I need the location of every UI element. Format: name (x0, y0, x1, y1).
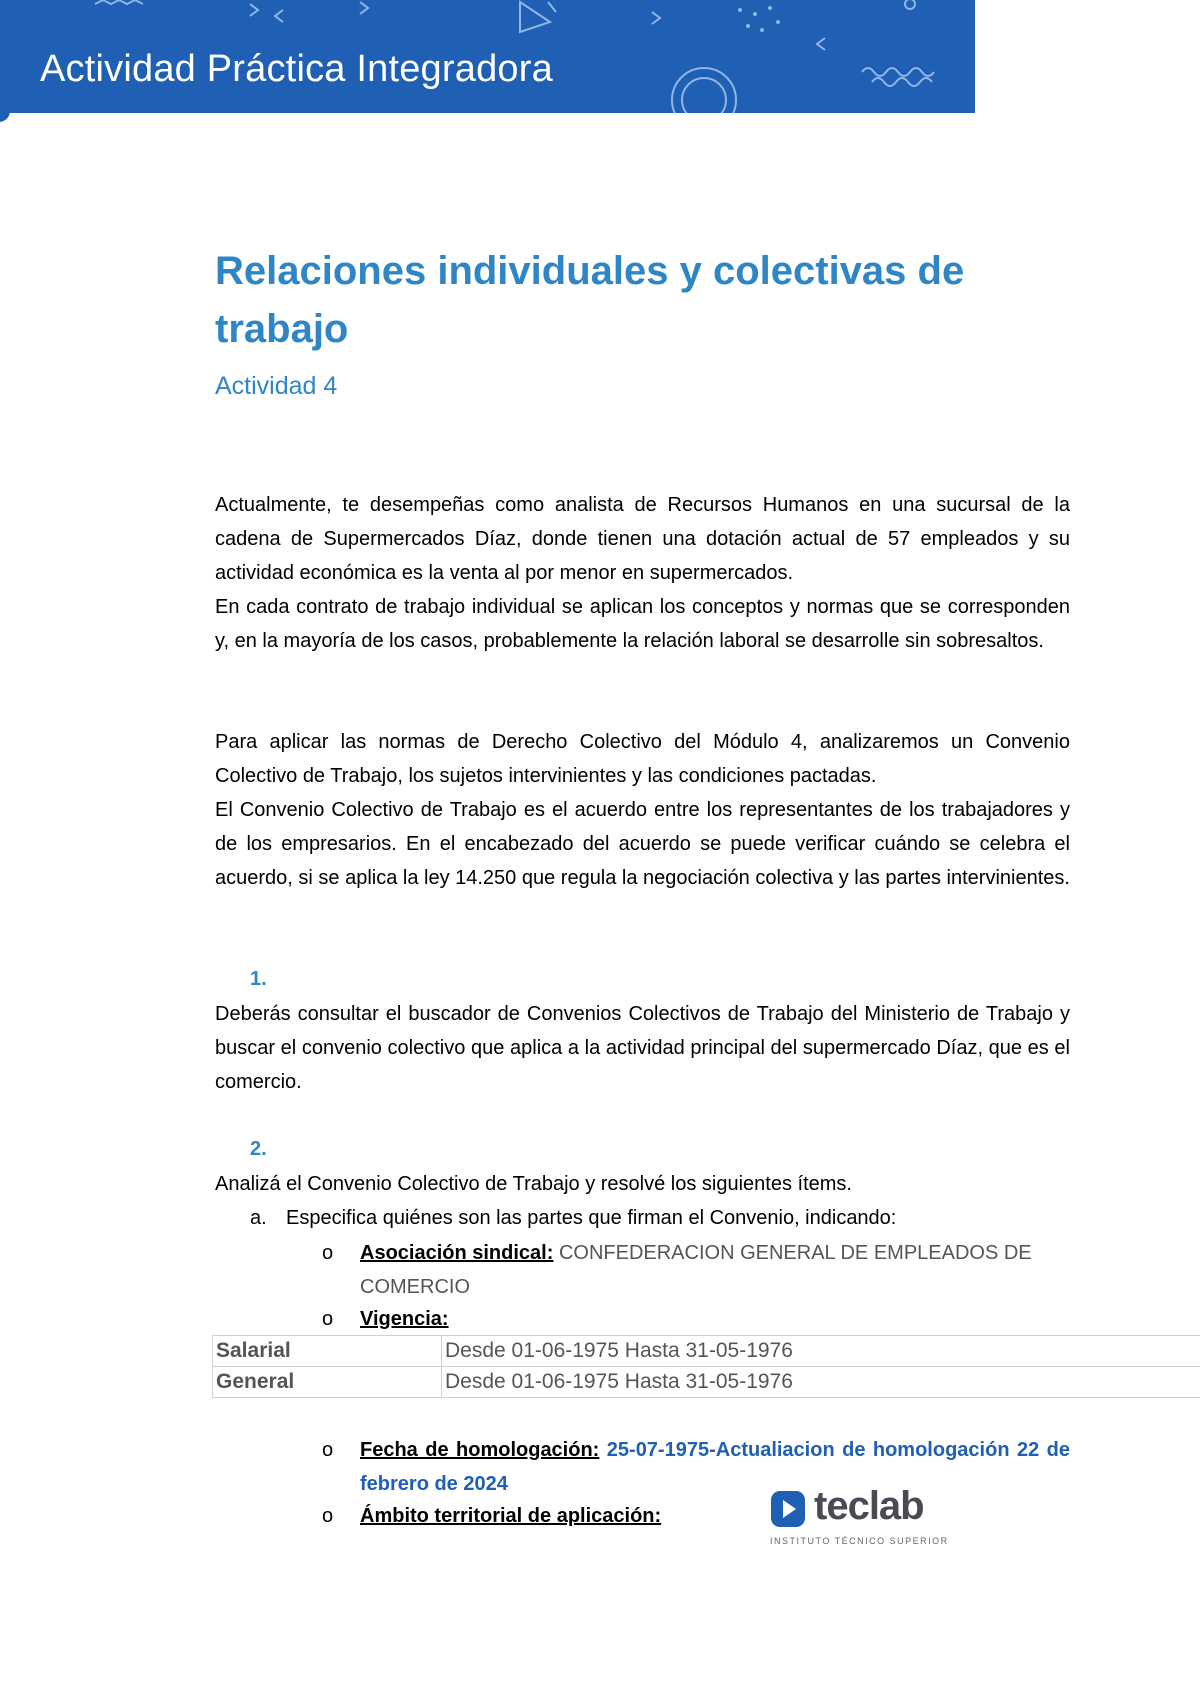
bullet-mark: o (322, 1505, 334, 1527)
bullet-mark: o (322, 1242, 334, 1264)
vigencia-label: Vigencia: (360, 1308, 449, 1330)
play-icon (770, 1490, 806, 1528)
bullet-ambito (322, 1499, 1070, 1533)
bullet-mark: o (322, 1439, 334, 1461)
item-a-text: Especifica quiénes son las partes que firman el Convenio, indicando: (286, 1207, 897, 1229)
logo-tagline: INSTITUTO TÉCNICO SUPERIOR (770, 1536, 949, 1546)
item-a (250, 1201, 896, 1235)
header-banner (0, 0, 975, 113)
document-subtitle: Actividad 4 (215, 372, 338, 400)
intro-paragraph-1: Actualmente, te desempeñas como analista de Recursos Humanos en una sucursal de la cadena de Supermercados Díaz, donde tienen una dotación actual de 57 empleados y su actividad económica es la venta al por menor en supermercados. (215, 494, 1070, 584)
homologacion-value: 25-07-1975-Actualiacion de homologación 22 de febrero de 2024 (360, 1439, 1070, 1495)
section-1-number: 1. (250, 968, 267, 990)
section-1-text: Deberás consultar el buscador de Convenios Colectivos de Trabajo del Ministerio de Trabajo y buscar el convenio colectivo que aplica a la actividad principal del supermercado Díaz, que es el comercio. (215, 1003, 1070, 1093)
homologacion-label: Fecha de homologación: (360, 1439, 600, 1461)
ambito-label: Ámbito territorial de aplicación: (360, 1505, 662, 1527)
bullet-vigencia (322, 1302, 1070, 1336)
teclab-logo (770, 1484, 949, 1552)
intro-paragraph-3: Para aplicar las normas de Derecho Colectivo del Módulo 4, analizaremos un Convenio Colectivo de Trabajo, los sujetos intervinientes y las condiciones pactadas. (215, 731, 1070, 787)
table-row (213, 1367, 1200, 1398)
item-a-letter: a. (250, 1207, 267, 1229)
intro-paragraph-2: En cada contrato de trabajo individual se aplican los conceptos y normas que se corresponden y, en la mayoría de los casos, probablemente la relación laboral se desarrolle sin sobresaltos. (215, 596, 1070, 652)
vigencia-table (212, 1335, 1200, 1398)
vigencia-range-cell: Desde 01-06-1975 Hasta 31-05-1976 (442, 1367, 1200, 1398)
vigencia-range-cell: Desde 01-06-1975 Hasta 31-05-1976 (442, 1336, 1200, 1367)
vigencia-type-cell: General (213, 1367, 442, 1398)
table-row (213, 1336, 1200, 1367)
asociacion-label: Asociación sindical: (360, 1242, 554, 1264)
vigencia-type-cell: Salarial (213, 1336, 442, 1367)
banner-title: Actividad Práctica Integradora (40, 48, 553, 90)
bullet-mark: o (322, 1308, 334, 1330)
logo-wordmark: teclab (814, 1484, 924, 1528)
section-2-number: 2. (250, 1138, 267, 1160)
left-edge-tab (0, 40, 10, 122)
bullet-homologacion (322, 1433, 1070, 1501)
bullet-asociacion (322, 1236, 1070, 1304)
section-2-text: Analizá el Convenio Colectivo de Trabajo y resolvé los siguientes ítems. (215, 1173, 852, 1195)
asociacion-value: CONFEDERACION GENERAL DE EMPLEADOS DE COMERCIO (360, 1242, 1032, 1298)
intro-paragraph-4: El Convenio Colectivo de Trabajo es el acuerdo entre los representantes de los trabajadores y de los empresarios. En el encabezado del acuerdo se puede verificar cuándo se celebra el acuerdo, si se aplica la ley 14.250 que regula la negociación colectiva y las partes intervinientes. (215, 799, 1070, 889)
document-title: Relaciones individuales y colectivas de trabajo (215, 249, 965, 351)
